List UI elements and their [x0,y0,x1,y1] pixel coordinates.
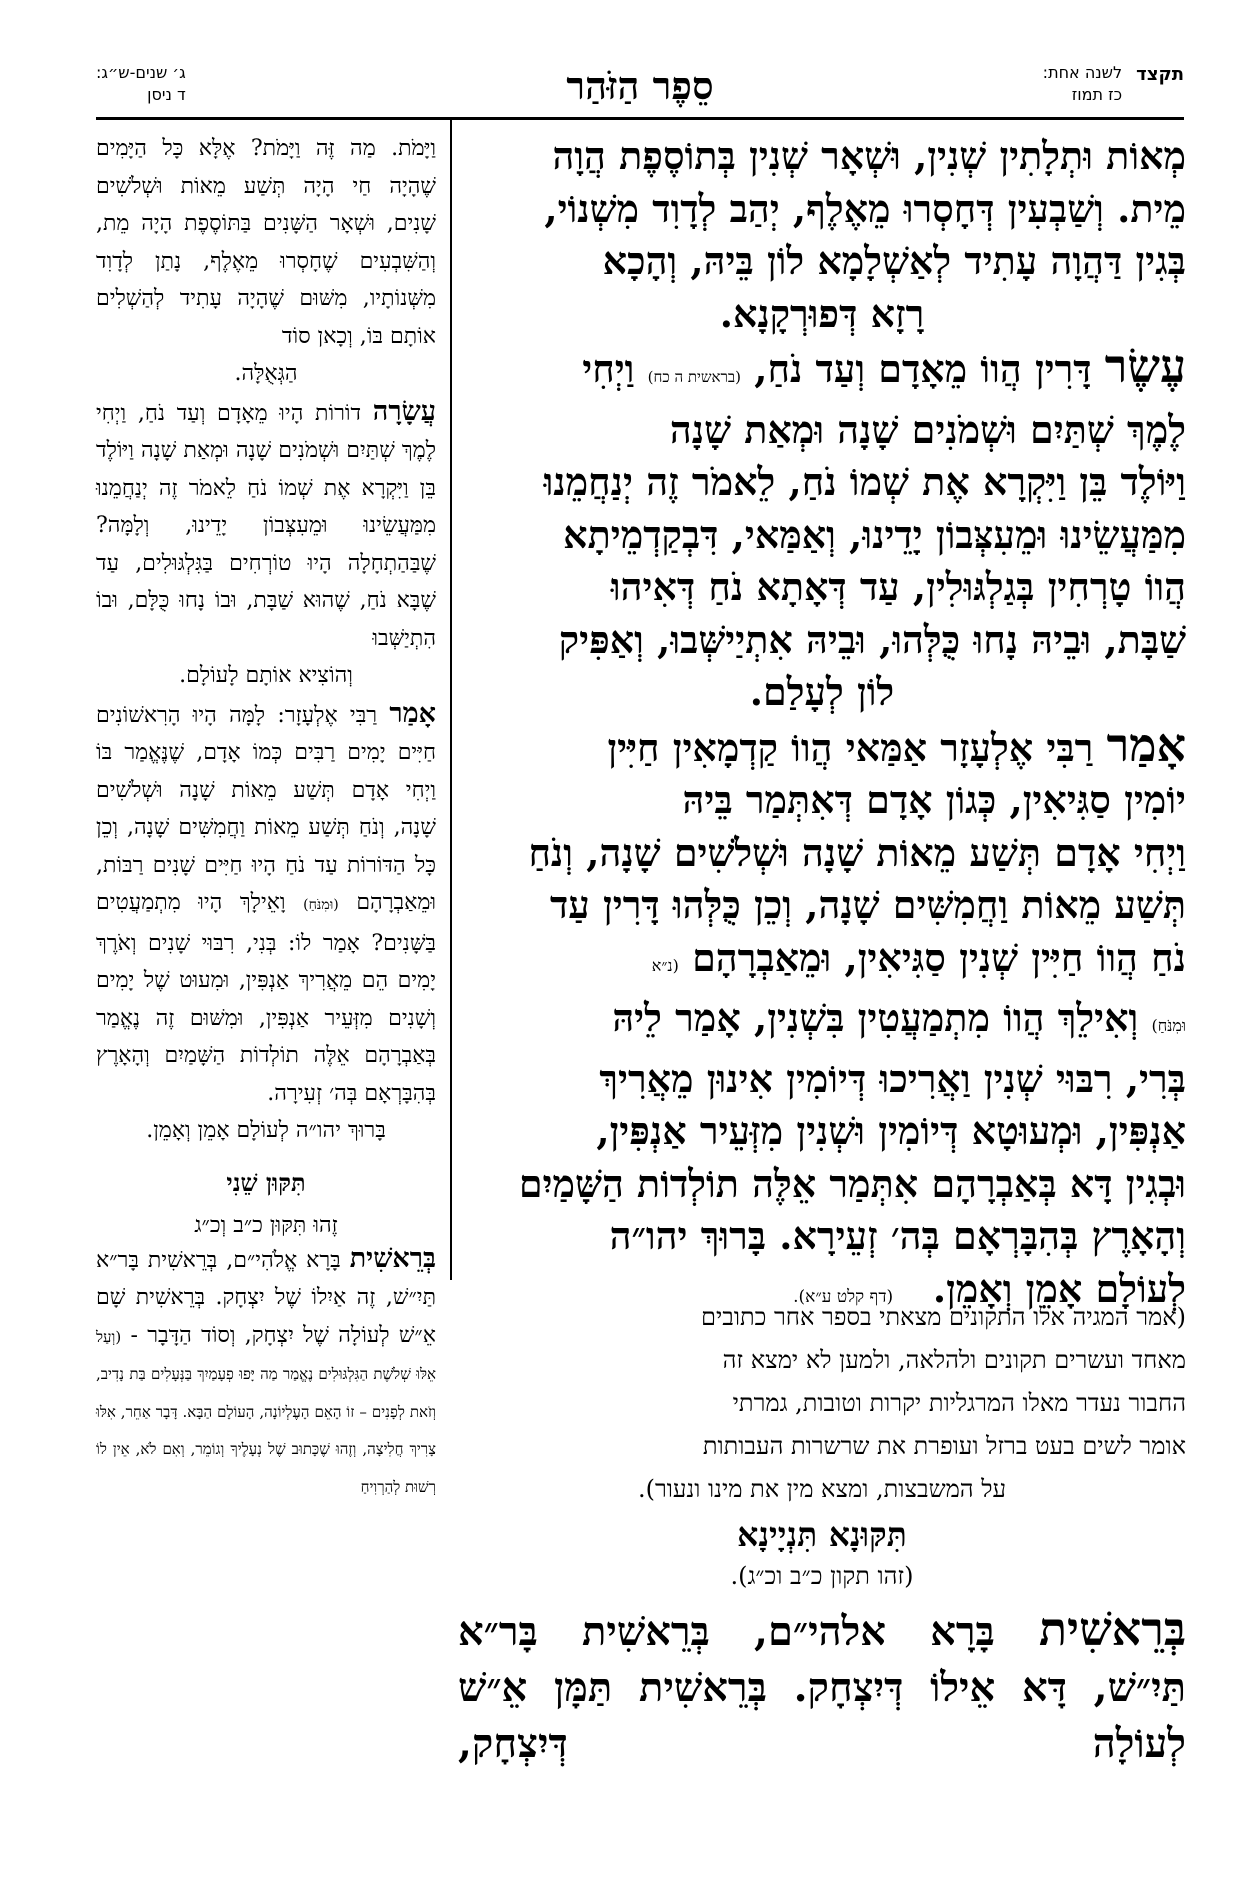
main-paragraph-1 [458,130,1186,340]
page-header [96,62,1184,112]
main-line: מְאוֹת וּתְלָתִין שְׁנִין, וּשְׁאָר שְׁנִין בְּתוֹסֶפֶת הֲוָה [552,133,1186,178]
main-line-text: לְעוֹלָם אָמֵן וְאָמֵן. [932,1265,1186,1311]
editor-note-line: על המשבצות, ומצא מין את מינו ונעור). [637,1475,1007,1503]
translation-text: דוֹרוֹת הָיוּ מֵאָדָם וְעַד נֹחַ, וַיְחִי לֶמֶךְ שְׁתַּיִם וּשְׁמֹנִים שָׁנָה וּמְאַת שָׁנָה וַיּוֹלֶד בֵּן וַיִּקְרָא אֶת שְׁמוֹ נֹחַ לֵאמֹר זֶה יְנַחֲמֵנוּ מִמַּעֲשֵׂינוּ וּמֵעִצְּבוֹן יָדֵינוּ, וְלָמָּה? שֶׁבַּהַתְחָלָה הָיוּ טוֹרְחִים בַּגִּלְגּוּלִים, עַד שֶׁבָּא נֹחַ, שֶׁהוּא שַׁבָּת, וּבוֹ נָחוּ כֻּלָּם, וּבוֹ הִתְיַשְּׁבוּ [96,400,436,651]
tikun-2-line-text: בָּרָא אלהי״ם, בְּרֵאשִׁית בָּר״א [458,1608,995,1655]
main-line [458,992,1186,1053]
editor-note-line: אומר לשים בעט ברזל ועופרת את שרשרות העבותות [702,1432,1186,1460]
variant-note: (וּמִנֹּחַ) [303,897,339,913]
translation-column [96,130,436,1504]
tikun-2-subheading: (זהו תקון כ״ב וכ״ג). [730,1562,914,1590]
tikun-subheading: זֶהוּ תִּקּוּן כ״ב וְכ״ג [194,1212,338,1238]
main-line [458,340,1186,404]
header-rule [96,117,1184,120]
tikun-2-line: תַּיִ״שׁ, דָּא אֵילוֹ דְּיִצְחָק. בְּרֵאשִׁית תַּמָּן אֵ״שׁ לְעוֹלָה דְּיִצְחָק, [458,1664,1186,1767]
main-line-text: נֹחַ הֲווֹ חַיִּין שְׁנִין סַגִּיאִין, וּמֵאַבְרָהָם [692,934,1186,980]
tikun-2-text [458,1601,1186,1772]
verse-reference: (בראשית ה כח) [647,368,742,386]
main-line: וַיְחִי אָדָם תְּשַׁע מֵאוֹת שָׁנָה וּשְׁלֹשִׁים שָׁנָה, וְנֹחַ [528,829,1186,875]
editor-note-line: מאחד ועשרים תקונים ולהלאה, ולמען לא ימצא זה [722,1346,1186,1374]
variant-note: וּמִנֹּחַ) [1151,1016,1186,1035]
daily-date-line1: לשנה אחת: [1042,63,1123,82]
tikun-2-heading: תִּקּוּנָא תִּנְיָינָא [737,1515,907,1554]
cycle-date [96,62,186,106]
main-line [458,719,1186,775]
commentary-note: (וְעַל אֵלּוּ שְׁלֹשֶׁת הַגִּלְגּוּלִים נֶאֱמַר מַה יָּפוּ פְעָמַיִךְ בַּנְּעָלִים בַּת נָדִיב, וְזֹאת לְפָנִים – זוֹ הָאֵם הָעֶלְיוֹנָה, הָעוֹלָם הַבָּא. דָּבָר אַחֵר, אִלּוּ צָרִיךְ חֲלִיצָה, וְזֶהוּ שֶׁכָּתוּב שֶׁל נְעָלֶיךָ וְגוֹמֵר, וְאִם לֹא, אֵין לוֹ רְשׁוּת לְהַרְוִיחַ [96,1327,436,1496]
translation-paragraph-1 [96,130,436,393]
opening-word: בְּרֵאשִׁית [1039,1602,1186,1656]
main-line-text: דָּרִין הֲווֹ מֵאָדָם וְעַד נֹחַ, [754,346,1092,391]
main-paragraph-2 [458,340,1186,719]
translation-line: הַגְּאֻלָּה. [234,361,298,386]
translation-line: וְהוֹצִיא אוֹתָם לָעוֹלָם. [179,663,353,688]
translation-paragraph-3 [96,695,436,1150]
tikun-number: תקצד [1136,64,1184,85]
cycle-date-line2: ד ניסן [147,85,186,104]
main-line: תְּשַׁע מֵאוֹת וַחֲמִשִּׁים שָׁנָה, וְכֵן כֻּלְּהוּ דָּרִין עַד [550,882,1186,927]
translation-paragraph-2 [96,393,436,695]
translation-text: וָאֵילָךְ הָיוּ מִתְמַעֲטִים בַּשָּׁנִים? אָמַר לוֹ: בְּנִי, רִבּוּי שָׁנִים וְאֹרֶךְ יָמִים הֵם מֵאֲרִיךְ אַנְפִּין, וּמִעוּט שֶׁל יָמִים וְשָׁנִים מִזְּעֵיר אַנְפִּין, וּמִשּׁוּם זֶה נֶאֱמַר בְּאַבְרָהָם אֵלֶּה תוֹלְדוֹת הַשָּׁמַיִם וְהָאָרֶץ בְּהִבָּרְאָם בְּה׳ זְעִירָה. [96,890,436,1106]
main-line: לֶמֶךְ שְׁתַּיִם וּשְׁמֹנִים שָׁנָה וּמְאַת שָׁנָה [669,406,1186,452]
main-line-text: וְאִילֵךְ הֲווֹ מִתְמַעֲטִין בִּשְׁנִין, אָמַר לֵיהּ [612,995,1139,1040]
page-title: סֵפֶר הַזֹּהַר [566,63,714,108]
translation-text: רַבִּי אֶלְעָזָר: לָמָּה הָיוּ הָרִאשׁוֹנִים חַיִּים יָמִים רַבִּים כְּמוֹ אָדָם, שֶׁנֶּאֱמַר בּוֹ וַיְחִי אָדָם תְּשַׁע מֵאוֹת שָׁנָה וּשְׁלֹשִׁים שָׁנָה, וְנֹחַ תְּשַׁע מֵאוֹת וַחֲמִשִּׁים שָׁנָה, וְכֵן כָּל הַדּוֹרוֹת עַד נֹחַ הָיוּ חַיִּים שָׁנִים רַבּוֹת, וּמֵאַבְרָהָם [96,702,436,915]
main-column [458,130,1186,1323]
editor-note-line: (אמר המגיה אלו התקונים מצאתי בספר אחר כתובים [701,1303,1186,1331]
daily-date-line2: כז תמוז [1071,85,1123,104]
opening-word: אָמַר [389,697,436,729]
cycle-date-line1: ג׳ שנים-ש״ג: [96,63,186,82]
editor-note-line: החבור נעדר מאלו המרגליות יקרות וטובות, גמרתי [732,1389,1186,1417]
opening-word: עֶשֶׂר [1104,339,1186,393]
translation-text: וַיָּמֹת. מַה זֶּה וַיָּמֹת? אֶלָּא כָּל הַיָּמִים שֶׁהָיָה חַי הָיָה תְּשַׁע מֵאוֹת וּשְׁלֹשִׁים שָׁנִים, וּשְׁאָר הַשָּׁנִים בַּתּוֹסֶפֶת הָיָה מֵת, וְהַשִּׁבְעִים שֶׁחָסְרוּ מֵאֶלֶף, נָתַן לְדָוִד מִשְּׁנוֹתָיו, מִשּׁוּם שֶׁהָיָה עָתִיד לְהַשְׁלִים אוֹתָם בּוֹ, וְכָאן סוֹד [96,136,436,349]
opening-word: עֲשָׂרָה [372,395,436,427]
translation-line: בָּרוּךְ יהו״ה לְעוֹלָם אָמֵן וְאָמֵן. [146,1118,386,1143]
main-line: וְהָאָרֶץ בְּהִבָּרְאָם בְּה׳ זְעֵירָא. בָּרוּךְ יהו״ה [609,1213,1186,1258]
main-line: וּבְגִין דָּא בְּאַבְרָהָם אִתְּמַר אֵלֶּה תוֹלְדוֹת הַשָּׁמַיִם [518,1160,1186,1206]
main-line [458,932,1186,993]
variant-note: (נ״א [651,955,679,975]
main-paragraph-3 [458,719,1186,1324]
main-line: יוֹמִין סַגִּיאִין, כְּגוֹן אָדָם דְּאִתְּמַר בֵּיהּ [682,777,1186,822]
main-line: לוֹן לְעָלַם. [749,669,895,714]
main-line-text: רַבִּי אֶלְעָזָר אַמַּאי הֲווֹ קַדְמָאִין חַיִּין [607,724,1094,770]
translation-paragraph-4 [96,1240,436,1505]
bottom-section [458,1296,1186,1772]
main-line: אַנְפִּין, וּמְעוּטָא דְּיוֹמִין וּשְׁנִין מִזְּעֵיר אַנְפִּין, [596,1108,1186,1153]
main-line: שַׁבָּת, וּבֵיהּ נָחוּ כֻּלְּהוּ, וּבֵיהּ אִתְיַישְּׁבוּ, וְאַפִּיק [558,616,1186,662]
folio-reference: (דף קלט ע״א). [793,1286,894,1307]
main-line: הֲווֹ טָרְחִין בְּגַלְגּוּלִין, עַד דְּאָתָא נֹחַ דְּאִיהוּ [610,564,1186,609]
main-line: רָזָא דְּפוּרְקָנָא. [719,290,925,336]
main-line: וַיּוֹלֶד בֵּן וַיִּקְרָא אֶת שְׁמוֹ נֹחַ, לֵאמֹר זֶה יְנַחֲמֵנוּ [543,459,1186,504]
opening-word: בְּרֵאשִׁית [349,1242,436,1274]
opening-word: אָמַר [1106,717,1186,772]
main-line: מִמַּעֲשֵׂינוּ וּמֵעִצְּבוֹן יָדֵינוּ, וְאַמַּאי, דִּבְקַדְמֵיתָא [563,511,1186,557]
tikun-heading: תִּקּוּן שֵׁנִי [226,1167,306,1197]
main-line: מֵית. וְשַׁבְעִין דְּחָסְרוּ מֵאֶלֶף, יְהַב לְדָוִד מִשְׁנוֹי, [544,185,1186,231]
main-line: בְּרִי, רִבּוּי שְׁנִין וַאֲרִיכוּ דְּיוֹמִין אִינוּן מֵאֲרִיךְ [599,1055,1186,1101]
translation-text: בָּרָא אֱלֹהִי״ם, בְּרֵאשִׁית בָּר״א תַּיִ״שׁ, זֶה אַיִלוֹ שֶׁל יִצְחָק. בְּרֵאשִׁית שָׁם אֵ״שׁ לְעוֹלָה שֶׁל יִצְחָק, וְסוֹד הַדָּבָר - [96,1247,436,1348]
editor-note [458,1296,1186,1511]
main-line: בְּגִין דַּהֲוָה עָתִיד לְאַשְׁלָמָא לוֹן בֵּיהּ, וְהָכָא [602,238,1186,283]
column-divider [450,120,452,1280]
tikun-2-line [458,1601,1186,1660]
main-line-text: וַיְחִי [582,346,635,391]
